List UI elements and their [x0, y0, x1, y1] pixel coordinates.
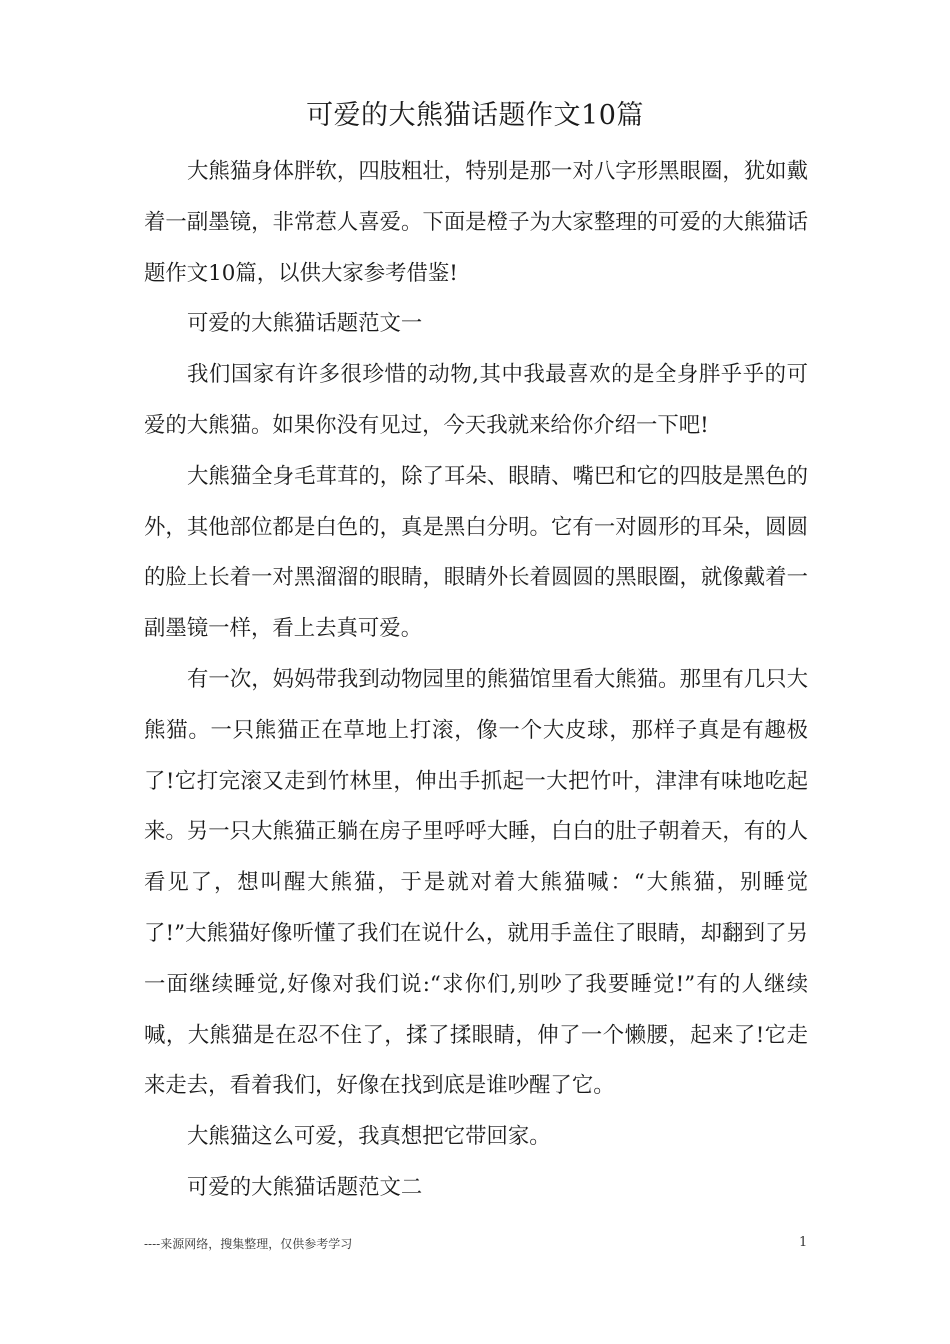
paragraph: 大熊猫这么可爱，我真想把它带回家。: [187, 1124, 551, 1150]
paragraph-intro: 大熊猫身体胖软，四肢粗壮，特别是那一对八字形黑眼圈，犹如戴着一副墨镜，非常惹人喜爱。下面是橙子为大家整理的可爱的大熊猫话题作文10篇，以供大家参考借鉴!: [144, 159, 808, 286]
page-number: 1: [799, 1235, 808, 1250]
document-body: [144, 147, 808, 1214]
section-heading-2: 可爱的大熊猫话题范文二: [187, 1174, 423, 1200]
paragraph: 大熊猫全身毛茸茸的，除了耳朵、眼睛、嘴巴和它的四肢是黑色的外，其他部位都是白色的，真是黑白分明。它有一对圆形的耳朵，圆圆的脸上长着一对黑溜溜的眼睛，眼睛外长着圆圆的黑眼圈，就像戴着一副墨镜一样，看上去真可爱。: [144, 463, 808, 642]
paragraph: 有一次，妈妈带我到动物园里的熊猫馆里看大熊猫。那里有几只大熊猫。一只熊猫正在草地上打滚，像一个大皮球，那样子真是有趣极了!它打完滚又走到竹林里，伸出手抓起一大把竹叶，津津有味地吃起来。另一只大熊猫正躺在房子里呼呼大睡，白白的肚子朝着天，有的人看见了，想叫醒大熊猫，于是就对着大熊猫喊：“大熊猫，别睡觉了!”大熊猫好像听懂了我们在说什么，就用手盖住了眼睛，却翻到了另一面继续睡觉,好像对我们说:“求你们,别吵了我要睡觉!”有的人继续喊，大熊猫是在忍不住了，揉了揉眼睛，伸了一个懒腰，起来了!它走来走去，看着我们，好像在找到底是谁吵醒了它。: [144, 666, 808, 1099]
paragraph: 我们国家有许多很珍惜的动物,其中我最喜欢的是全身胖乎乎的可爱的大熊猫。如果你没有见过，今天我就来给你介绍一下吧!: [144, 362, 808, 438]
section-heading-1: 可爱的大熊猫话题范文一: [187, 311, 423, 337]
footer-source-note: ----来源网络，搜集整理，仅供参考学习: [144, 1237, 353, 1251]
document-title: 可爱的大熊猫话题作文10篇: [306, 100, 644, 131]
